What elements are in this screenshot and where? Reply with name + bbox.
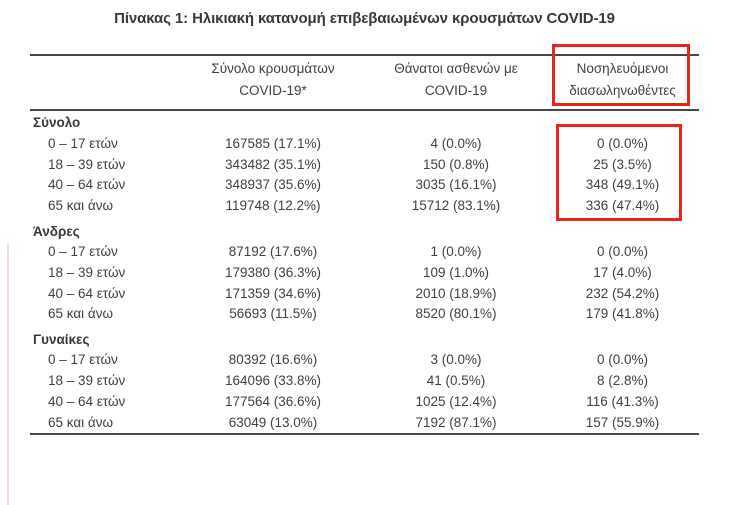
cases-cell: 119748 (12.2%) — [225, 198, 321, 214]
section-header: Άνδρες — [33, 224, 80, 240]
header-deaths — [366, 58, 546, 109]
deaths-cell: 1025 (12.4%) — [415, 393, 497, 409]
intubated-cell: 0 (0.0%) — [596, 135, 649, 151]
header-total-cases — [180, 58, 366, 109]
header-line: COVID-19 — [424, 83, 488, 98]
age-group-label: 40 – 64 ετών — [48, 177, 126, 193]
cases-cell: 167585 (17.1%) — [224, 135, 322, 151]
cases-cell: 343482 (35.1%) — [224, 156, 322, 172]
table-row — [30, 391, 699, 412]
page-edge-artifact — [7, 243, 9, 505]
table-row — [30, 175, 699, 196]
table-row — [30, 195, 699, 216]
table-row — [30, 241, 699, 262]
table-row — [30, 154, 699, 175]
deaths-cell: 109 (1.0%) — [422, 264, 490, 280]
cases-cell: 179380 (36.3%) — [224, 264, 322, 280]
age-group-label: 0 – 17 ετών — [48, 352, 118, 368]
table-section — [30, 111, 699, 216]
cases-cell: 63049 (13.0%) — [228, 414, 318, 430]
table-section — [30, 324, 699, 432]
age-group-label: 0 – 17 ετών — [48, 244, 118, 260]
age-group-label: 0 – 17 ετών — [48, 135, 118, 151]
table-row — [30, 283, 699, 304]
section-header: Γυναίκες — [33, 332, 90, 348]
cases-cell: 348937 (35.6%) — [224, 177, 322, 193]
deaths-cell: 3 (0.0%) — [430, 352, 482, 368]
intubated-cell: 336 (47.4%) — [585, 198, 660, 214]
cases-cell: 80392 (16.6%) — [228, 352, 318, 368]
table-title: Πίνακας 1: Ηλικιακή κατανομή επιβεβαιωμένων κρουσμάτων COVID-19 — [114, 10, 615, 27]
intubated-cell: 0 (0.0%) — [596, 352, 649, 368]
deaths-cell: 4 (0.0%) — [430, 135, 482, 151]
deaths-cell: 8520 (80.1%) — [415, 306, 497, 322]
deaths-cell: 7192 (87.1%) — [415, 414, 497, 430]
age-group-label: 18 – 39 ετών — [48, 156, 126, 172]
table-row — [30, 262, 699, 283]
header-line: διασωληνωθέντες — [569, 83, 676, 98]
intubated-cell: 8 (2.8%) — [596, 373, 649, 389]
age-group-label: 65 και άνω — [48, 414, 114, 430]
age-group-label: 40 – 64 ετών — [48, 393, 126, 409]
intubated-cell: 25 (3.5%) — [593, 156, 652, 172]
table-section — [30, 216, 699, 324]
age-group-label: 65 και άνω — [48, 306, 114, 322]
covid-age-table — [30, 54, 699, 435]
table-row — [30, 370, 699, 391]
cases-cell: 164096 (33.8%) — [224, 373, 322, 389]
intubated-cell: 179 (41.8%) — [585, 306, 660, 322]
table-row — [30, 349, 699, 370]
deaths-cell: 150 (0.8%) — [422, 156, 490, 172]
age-group-label: 18 – 39 ετών — [48, 264, 126, 280]
intubated-cell: 157 (55.9%) — [585, 414, 660, 430]
header-line: Θάνατοι ασθενών με — [394, 61, 518, 76]
intubated-cell: 17 (4.0%) — [593, 264, 652, 280]
table-row — [30, 133, 699, 154]
cases-cell: 177564 (36.6%) — [224, 393, 322, 409]
header-intubated — [546, 58, 699, 109]
age-group-label: 18 – 39 ετών — [48, 373, 126, 389]
table-header-row — [30, 56, 699, 111]
intubated-cell: 116 (41.3%) — [586, 393, 659, 409]
deaths-cell: 2010 (18.9%) — [415, 285, 497, 301]
header-line: COVID-19* — [239, 83, 307, 98]
deaths-cell: 1 (0.0%) — [430, 244, 482, 260]
deaths-cell: 3035 (16.1%) — [415, 177, 497, 193]
intubated-cell: 0 (0.0%) — [596, 244, 649, 260]
intubated-cell: 348 (49.1%) — [585, 177, 660, 193]
header-line: Σύνολο κρουσμάτων — [211, 61, 335, 76]
header-empty-cell — [30, 58, 180, 109]
intubated-cell: 232 (54.2%) — [585, 285, 660, 301]
table-row — [30, 304, 699, 325]
cases-cell: 87192 (17.6%) — [228, 244, 318, 260]
age-group-label: 65 και άνω — [48, 198, 114, 214]
cases-cell: 171359 (34.6%) — [224, 285, 322, 301]
age-group-label: 40 – 64 ετών — [48, 285, 126, 301]
deaths-cell: 15712 (83.1%) — [411, 198, 501, 214]
cases-cell: 56693 (11.5%) — [229, 306, 317, 322]
table-row — [30, 412, 699, 433]
section-header: Σύνολο — [33, 114, 81, 130]
deaths-cell: 41 (0.5%) — [426, 373, 486, 389]
table-body — [30, 111, 699, 435]
header-line: Νοσηλευόμενοι — [576, 61, 669, 76]
